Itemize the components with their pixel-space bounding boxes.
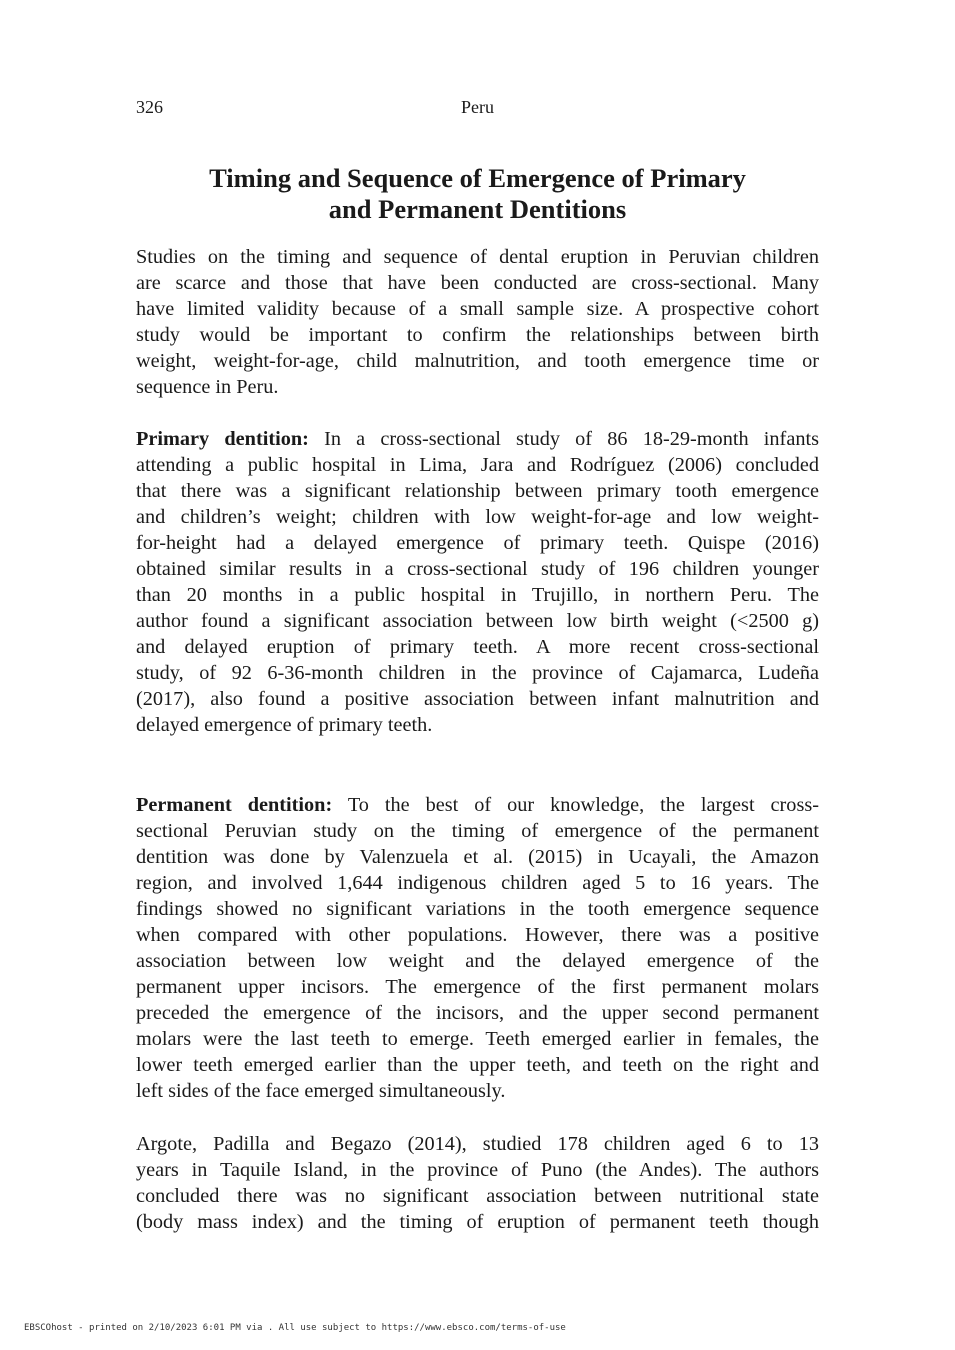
text-line: Argote, Padilla and Begazo (2014), studied 178 children aged 6 to 13 <box>136 1133 819 1155</box>
ebsco-footer: EBSCOhost - printed on 2/10/2023 6:01 PM via . All use subject to https://www.ebsco.com/terms-of-use <box>24 1323 566 1333</box>
text-line: than 20 months in a public hospital in Trujillo, in northern Peru. The <box>136 584 819 606</box>
text-line: preceded the emergence of the incisors, and the upper second permanent <box>136 1002 819 1024</box>
text-line: sectional Peruvian study on the timing of emergence of the permanent <box>136 820 819 842</box>
text-line: left sides of the face emerged simultaneously. <box>136 1080 506 1102</box>
text-line: years in Taquile Island, in the province of Puno (the Andes). The authors <box>136 1159 819 1181</box>
text-line: that there was a significant relationship between primary tooth emergence <box>136 480 819 502</box>
text-line: obtained similar results in a cross-sectional study of 196 children younger <box>136 558 819 580</box>
text-line: molars were the last teeth to emerge. Teeth emerged earlier in females, the <box>136 1028 819 1050</box>
text-line: study would be important to confirm the relationships between birth <box>136 324 819 346</box>
text-line: and delayed eruption of primary teeth. A more recent cross-sectional <box>136 636 819 658</box>
text-line: are scarce and those that have been conducted are cross-sectional. Many <box>136 272 819 294</box>
paragraph-permanent-dentition <box>136 792 819 1104</box>
page-number: 326 <box>136 97 163 117</box>
text-line: weight, weight-for-age, child malnutrition, and tooth emergence time or <box>136 350 819 372</box>
section-title-line-1: Timing and Sequence of Emergence of Primary <box>209 163 746 193</box>
text-line: (2017), also found a positive association between infant malnutrition and <box>136 688 819 710</box>
text-line: study, of 92 6-36-month children in the province of Cajamarca, Ludeña <box>136 662 819 684</box>
text-line: findings showed no significant variations in the tooth emergence sequence <box>136 898 819 920</box>
text-line: concluded there was no significant association between nutritional state <box>136 1185 819 1207</box>
section-title <box>136 163 819 225</box>
text-line: for-height had a delayed emergence of primary teeth. Quispe (2016) <box>136 532 819 554</box>
text-line: dentition was done by Valenzuela et al. (2015) in Ucayali, the Amazon <box>136 846 819 868</box>
paragraph-argote <box>136 1131 819 1235</box>
text-line: Studies on the timing and sequence of dental eruption in Peruvian children <box>136 246 819 268</box>
text-line: when compared with other populations. However, there was a positive <box>136 924 819 946</box>
paragraph-intro <box>136 244 819 400</box>
text-run: In a cross-sectional study of 86 18-29-month infants <box>308 428 819 450</box>
text-line: attending a public hospital in Lima, Jara and Rodríguez (2006) concluded <box>136 454 819 476</box>
text-line: (body mass index) and the timing of eruption of permanent teeth though <box>136 1211 819 1233</box>
text-line <box>136 792 819 818</box>
text-line: lower teeth emerged earlier than the upper teeth, and teeth on the right and <box>136 1054 819 1076</box>
running-head <box>136 97 819 121</box>
text-line: association between low weight and the delayed emergence of the <box>136 950 819 972</box>
permanent-dentition-heading: Permanent dentition: <box>136 794 333 816</box>
text-line: sequence in Peru. <box>136 376 279 398</box>
section-title-line-2: and Permanent Dentitions <box>328 194 627 224</box>
text-line: author found a significant association between low birth weight (<2500 g) <box>136 610 819 632</box>
text-line <box>136 426 819 452</box>
paragraph-primary-dentition <box>136 426 819 738</box>
primary-dentition-heading: Primary dentition: <box>136 428 309 450</box>
text-run: To the best of our knowledge, the largest cross- <box>332 794 819 816</box>
text-line: delayed emergence of primary teeth. <box>136 714 433 736</box>
text-line: and children’s weight; children with low weight-for-age and low weight- <box>136 506 819 528</box>
text-line: have limited validity because of a small sample size. A prospective cohort <box>136 298 819 320</box>
text-line: region, and involved 1,644 indigenous children aged 5 to 16 years. The <box>136 872 819 894</box>
text-line: permanent upper incisors. The emergence of the first permanent molars <box>136 976 819 998</box>
running-title: Peru <box>461 97 494 117</box>
